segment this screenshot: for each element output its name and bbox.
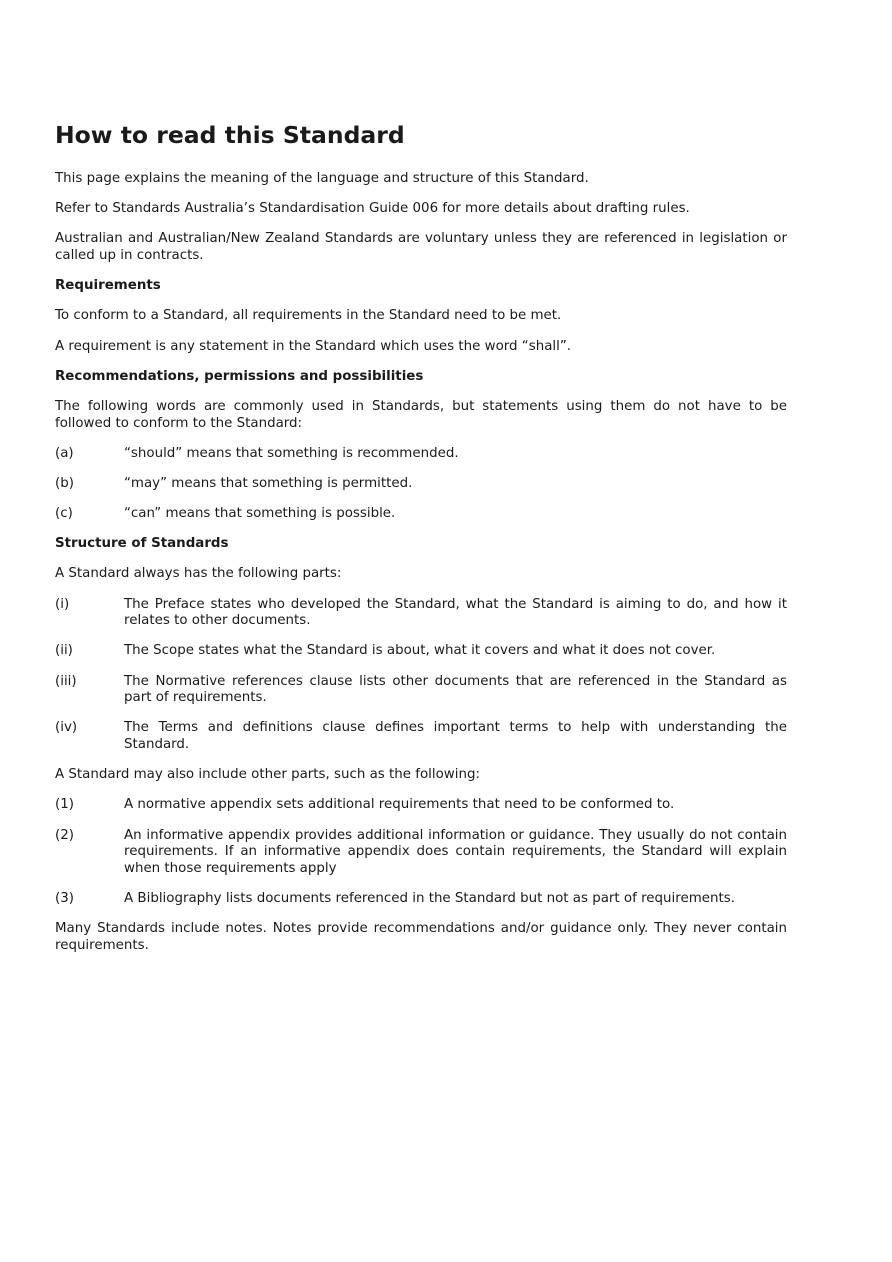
list-item-text: A normative appendix sets additional requirements that need to be conformed to. xyxy=(124,797,675,813)
list-item xyxy=(55,828,787,878)
list-marker: (a) xyxy=(55,445,74,461)
list-item xyxy=(55,720,787,753)
section-heading-structure: Structure of Standards xyxy=(55,536,229,552)
requirements-paragraph: A requirement is any statement in the Standard which uses the word “shall”. xyxy=(55,338,572,354)
list-item xyxy=(55,674,787,707)
list-item-text: “should” means that something is recommended. xyxy=(124,445,459,461)
list-marker: (1) xyxy=(55,797,74,813)
section-heading-recommendations: Recommendations, permissions and possibilities xyxy=(55,368,424,384)
list-item-text: A Bibliography lists documents referenced in the Standard but not as part of requirements. xyxy=(124,890,735,906)
list-item-text: “can” means that something is possible. xyxy=(124,506,396,522)
intro-paragraph: Refer to Standards Australia’s Standardisation Guide 006 for more details about drafting rules. xyxy=(55,201,690,217)
list-item xyxy=(55,476,787,493)
list-marker: (i) xyxy=(55,596,70,612)
requirements-paragraph: To conform to a Standard, all requirements in the Standard need to be met. xyxy=(55,308,562,324)
list-marker: (iii) xyxy=(55,673,77,689)
closing-paragraph: Many Standards include notes. Notes provide recommendations and/or guidance only. They never contain requirements. xyxy=(55,921,787,953)
document-page xyxy=(55,120,787,968)
list-item-text: “may” means that something is permitted. xyxy=(124,475,413,491)
list-item xyxy=(55,891,787,908)
list-marker: (3) xyxy=(55,890,74,906)
list-marker: (iv) xyxy=(55,720,78,736)
list-item xyxy=(55,643,787,660)
list-marker: (2) xyxy=(55,827,74,843)
list-item xyxy=(55,506,787,523)
list-item-text: The Terms and definitions clause defines important terms to help with understanding the Standard. xyxy=(124,720,787,752)
intro-paragraph: Australian and Australian/New Zealand Standards are voluntary unless they are referenced in legislation or called up in contracts. xyxy=(55,231,787,263)
list-marker: (ii) xyxy=(55,643,73,659)
structure-intro: A Standard always has the following parts: xyxy=(55,566,342,582)
list-item-text: The Normative references clause lists other documents that are referenced in the Standard as part of requirements. xyxy=(124,673,787,706)
list-item xyxy=(55,797,787,814)
list-item xyxy=(55,597,787,630)
section-heading-requirements: Requirements xyxy=(55,278,161,294)
list-item-text: The Scope states what the Standard is about, what it covers and what it does not cover. xyxy=(124,643,716,659)
list-item-text: An informative appendix provides additional information or guidance. They usually do not contain requirements. If an informative appendix does contain requirements, the Standard will explain when those requirements apply xyxy=(124,827,787,876)
structure-intro-optional: A Standard may also include other parts, such as the following: xyxy=(55,767,480,783)
intro-paragraph: This page explains the meaning of the language and structure of this Standard. xyxy=(55,171,589,186)
page-title: How to read this Standard xyxy=(55,121,405,149)
list-item-text: The Preface states who developed the Standard, what the Standard is aiming to do, and how it relates to other documents. xyxy=(124,596,787,629)
list-item xyxy=(55,446,787,463)
list-marker: (c) xyxy=(55,506,73,522)
list-marker: (b) xyxy=(55,475,74,491)
recommendations-intro: The following words are commonly used in Standards, but statements using them do not have to be followed to conform to the Standard: xyxy=(55,398,787,431)
